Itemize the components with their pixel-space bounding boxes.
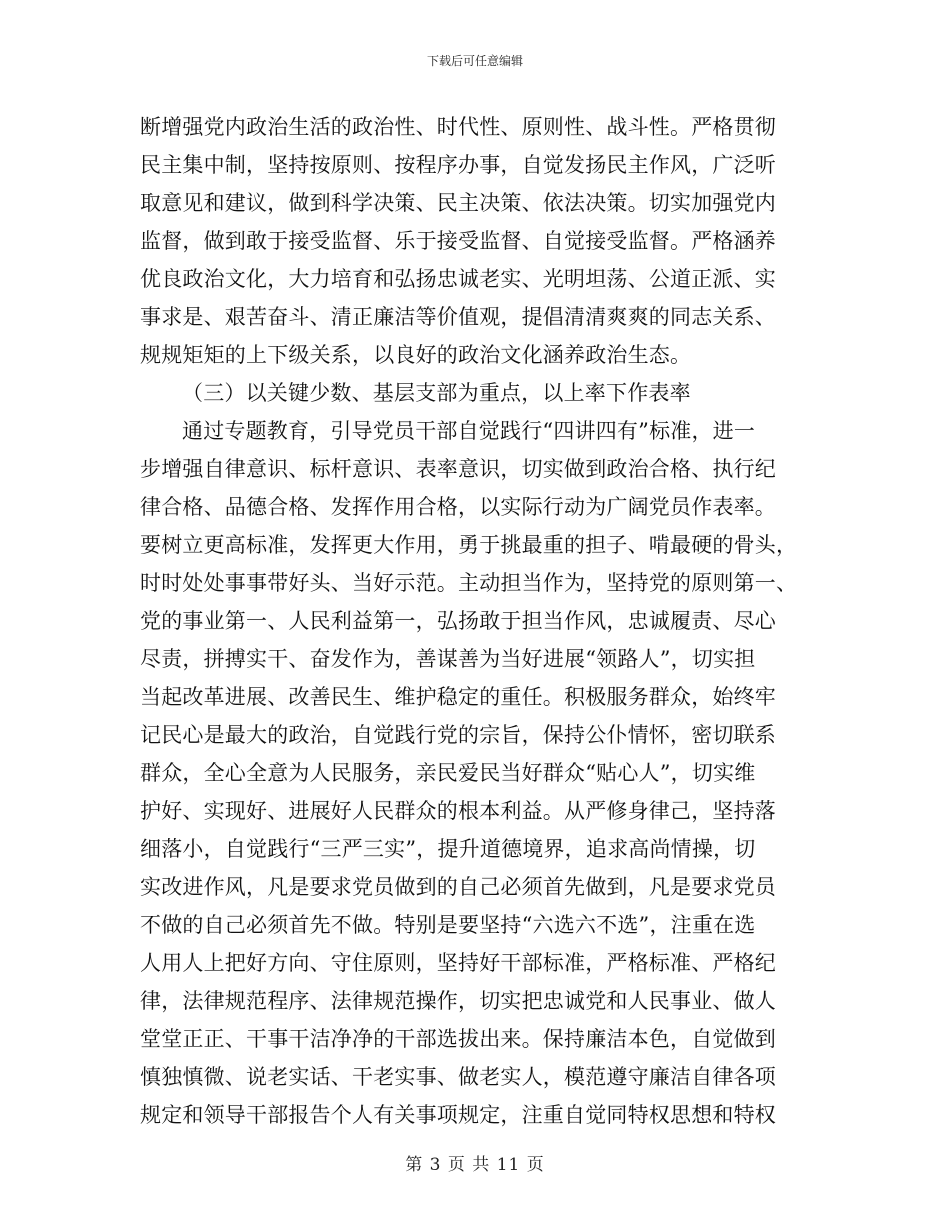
text-line: 时时处处事事带好头、当好示范。主动担当作为，坚持党的原则第一、 — [140, 571, 798, 595]
section-heading: （三）以关键少数、基层支部为重点，以上率下作表率 — [182, 381, 691, 405]
text-line: 律合格、品德合格、发挥作用合格，以实际行动为广阔党员作表率。 — [140, 495, 776, 519]
text-line: 当起改革进展、改善民生、维护稳定的重任。积极服务群众，始终牢 — [140, 685, 776, 709]
text-line: 不做的自己必须首先不做。特别是要坚持“六选六不选”，注重在选 — [140, 913, 756, 937]
text-line: 人用人上把好方向、守住原则，坚持好干部标准，严格标准、严格纪 — [140, 951, 776, 975]
text-line: 事求是、艰苦奋斗、清正廉洁等价值观，提倡清清爽爽的同志关系、 — [140, 305, 776, 329]
document-body — [140, 108, 810, 1134]
text-line: 律，法律规范程序、法律规范操作，切实把忠诚党和人民事业、做人 — [140, 989, 776, 1013]
text-line: 护好、实现好、进展好人民群众的根本利益。从严修身律己，坚持落 — [140, 799, 776, 823]
text-line: 群众，全心全意为人民服务，亲民爱民当好群众“贴心人”，切实维 — [140, 761, 756, 785]
text-line: 慎独慎微、说老实话、干老实事、做老实人，模范遵守廉洁自律各项 — [140, 1065, 776, 1089]
text-line: 实改进作风，凡是要求党员做到的自己必须首先做到，凡是要求党员 — [140, 875, 776, 899]
text-line: 断增强党内政治生活的政治性、时代性、原则性、战斗性。严格贯彻 — [140, 115, 776, 139]
text-line: 要树立更高标准，发挥更大作用，勇于挑最重的担子、啃最硬的骨头， — [140, 533, 798, 557]
paragraph-start-line: 通过专题教育，引导党员干部自觉践行“四讲四有”标准，进一 — [182, 419, 756, 443]
text-line: 取意见和建议，做到科学决策、民主决策、依法决策。切实加强党内 — [140, 191, 776, 215]
text-line: 尽责，拼搏实干、奋发作为，善谋善为当好进展“领路人”，切实担 — [140, 647, 756, 671]
text-line: 党的事业第一、人民利益第一，弘扬敢于担当作风，忠诚履责、尽心 — [140, 609, 776, 633]
text-line: 规规矩矩的上下级关系，以良好的政治文化涵养政治生态。 — [140, 343, 692, 367]
text-line: 细落小，自觉践行“三严三实”，提升道德境界，追求高尚情操，切 — [140, 837, 756, 861]
text-line: 记民心是最大的政治，自觉践行党的宗旨，保持公仆情怀，密切联系 — [140, 723, 776, 747]
page-number-footer: 第 3 页 共 11 页 — [405, 1155, 545, 1175]
text-line: 优良政治文化，大力培育和弘扬忠诚老实、光明坦荡、公道正派、实 — [140, 267, 776, 291]
page-header: 下载后可任意编辑 — [426, 54, 523, 68]
text-line: 民主集中制，坚持按原则、按程序办事，自觉发扬民主作风，广泛听 — [140, 153, 776, 177]
text-line: 规定和领导干部报告个人有关事项规定，注重自觉同特权思想和特权 — [140, 1103, 776, 1127]
text-line: 堂堂正正、干事干洁净净的干部选拔出来。保持廉洁本色，自觉做到 — [140, 1027, 776, 1051]
text-line: 监督，做到敢于接受监督、乐于接受监督、自觉接受监督。严格涵养 — [140, 229, 776, 253]
text-line: 步增强自律意识、标杆意识、表率意识，切实做到政治合格、执行纪 — [140, 457, 776, 481]
